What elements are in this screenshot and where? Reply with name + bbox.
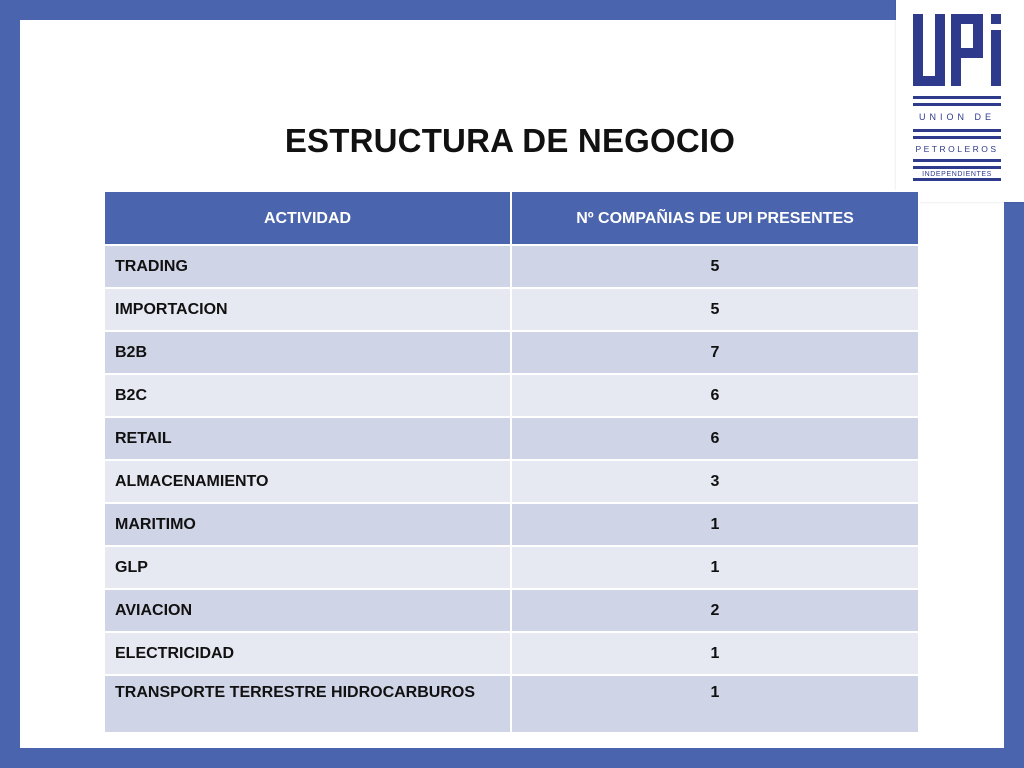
table-header-row xyxy=(104,191,919,245)
companies-count-cell: 1 xyxy=(511,632,919,675)
logo-line-1: UNION DE xyxy=(918,112,996,122)
companies-count-cell: 6 xyxy=(511,417,919,460)
activity-cell: MARITIMO xyxy=(104,503,511,546)
companies-count-cell: 7 xyxy=(511,331,919,374)
table-row xyxy=(104,632,919,675)
logo-line-3: INDEPENDIENTES xyxy=(922,171,992,178)
activity-cell: GLP xyxy=(104,546,511,589)
activity-cell: ALMACENAMIENTO xyxy=(104,460,511,503)
companies-count-cell: 5 xyxy=(511,288,919,331)
companies-count-cell: 6 xyxy=(511,374,919,417)
table-row xyxy=(104,331,919,374)
table-row xyxy=(104,245,919,288)
activity-cell: TRANSPORTE TERRESTRE HIDROCARBUROS xyxy=(104,675,511,733)
header-activity: ACTIVIDAD xyxy=(104,191,511,245)
activity-cell: RETAIL xyxy=(104,417,511,460)
activity-cell: B2B xyxy=(104,331,511,374)
logo-line-2: PETROLEROS xyxy=(915,144,999,154)
companies-count-cell: 5 xyxy=(511,245,919,288)
table-row xyxy=(104,374,919,417)
table-row xyxy=(104,417,919,460)
companies-count-cell: 3 xyxy=(511,460,919,503)
activity-cell: IMPORTACION xyxy=(104,288,511,331)
table-row xyxy=(104,460,919,503)
activity-cell: ELECTRICIDAD xyxy=(104,632,511,675)
business-structure-table xyxy=(103,190,920,734)
table-row xyxy=(104,546,919,589)
companies-count-cell: 1 xyxy=(511,675,919,733)
table-row xyxy=(104,503,919,546)
activity-cell: TRADING xyxy=(104,245,511,288)
companies-count-cell: 1 xyxy=(511,546,919,589)
header-companies: Nº COMPAÑIAS DE UPI PRESENTES xyxy=(511,191,919,245)
companies-count-cell: 1 xyxy=(511,503,919,546)
page-title: ESTRUCTURA DE NEGOCIO xyxy=(284,122,736,159)
table-row xyxy=(104,675,919,733)
upi-logo xyxy=(896,0,1024,202)
companies-count-cell: 2 xyxy=(511,589,919,632)
activity-cell: AVIACION xyxy=(104,589,511,632)
activity-cell: B2C xyxy=(104,374,511,417)
table-row xyxy=(104,288,919,331)
table-row xyxy=(104,589,919,632)
